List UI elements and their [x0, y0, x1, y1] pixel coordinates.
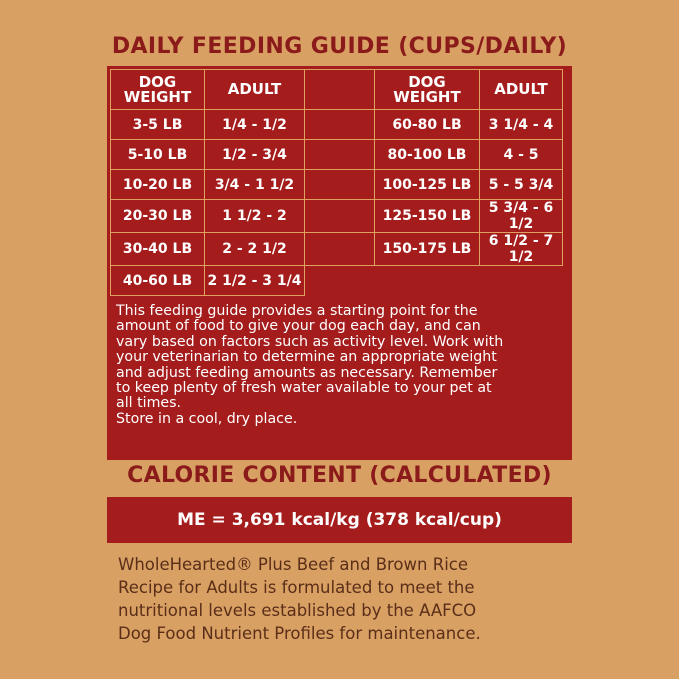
- table-row: [111, 140, 563, 170]
- calorie-content-title: CALORIE CONTENT (CALCULATED): [127, 463, 552, 488]
- adult-cell: 3/4 - 1 1/2: [205, 170, 305, 200]
- weight-cell: 10-20 LB: [111, 170, 205, 200]
- weight-cell: 80-100 LB: [375, 140, 480, 170]
- feeding-guide-panel: [107, 66, 572, 460]
- adult-cell: 1/2 - 3/4: [205, 140, 305, 170]
- spacer-cell: [305, 233, 375, 266]
- weight-cell: 3-5 LB: [111, 110, 205, 140]
- guide-line: amount of food to give your dog each day, and can: [116, 318, 481, 335]
- spacer-cell: [305, 200, 375, 233]
- table-row: [111, 266, 563, 296]
- weight-cell: 5-10 LB: [111, 140, 205, 170]
- weight-cell: 60-80 LB: [375, 110, 480, 140]
- empty-cell: [375, 266, 480, 296]
- empty-cell: [480, 266, 563, 296]
- weight-cell: 125-150 LB: [375, 200, 480, 233]
- statement-line: Recipe for Adults is formulated to meet the: [118, 578, 475, 597]
- adult-cell: 6 1/2 - 7 1/2: [480, 233, 563, 266]
- adult-cell: 5 3/4 - 6 1/2: [480, 200, 563, 233]
- weight-cell: 40-60 LB: [111, 266, 205, 296]
- guide-line: to keep plenty of fresh water available to your pet at: [116, 380, 492, 397]
- spacer-cell: [305, 140, 375, 170]
- empty-cell: [305, 266, 375, 296]
- feeding-guide-title: DAILY FEEDING GUIDE (CUPS/DAILY): [111, 34, 568, 59]
- statement-line: Dog Food Nutrient Profiles for maintenance.: [118, 624, 481, 643]
- statement-line: nutritional levels established by the AAFCO: [118, 601, 477, 620]
- guide-line: all times.: [116, 395, 182, 412]
- adult-cell: 2 1/2 - 3 1/4: [205, 266, 305, 296]
- calorie-value-box: [107, 497, 572, 543]
- table-header-row: [111, 70, 563, 110]
- guide-line: vary based on factors such as activity level. Work with: [116, 333, 504, 350]
- weight-cell: 100-125 LB: [375, 170, 480, 200]
- calorie-value: ME = 3,691 kcal/kg (378 kcal/cup): [177, 510, 502, 530]
- header-spacer: [305, 70, 375, 110]
- adult-cell: 4 - 5: [480, 140, 563, 170]
- table-row: [111, 200, 563, 233]
- adult-cell: 3 1/4 - 4: [480, 110, 563, 140]
- header-adult-left: ADULT: [205, 70, 305, 110]
- weight-cell: 150-175 LB: [375, 233, 480, 266]
- guide-line: This feeding guide provides a starting point for the: [116, 303, 478, 319]
- weight-cell: 30-40 LB: [111, 233, 205, 266]
- adult-cell: 2 - 2 1/2: [205, 233, 305, 266]
- statement-line: WholeHearted® Plus Beef and Brown Rice: [118, 555, 468, 574]
- guide-line: and adjust feeding amounts as necessary. Remember: [116, 364, 498, 381]
- guide-line: your veterinarian to determine an appropriate weight: [116, 349, 497, 366]
- adult-cell: 1 1/2 - 2: [205, 200, 305, 233]
- header-adult-right: ADULT: [480, 70, 563, 110]
- header-dog-weight-right: DOG WEIGHT: [375, 70, 480, 110]
- weight-cell: 20-30 LB: [111, 200, 205, 233]
- adult-cell: 1/4 - 1/2: [205, 110, 305, 140]
- feeding-guide-text: [116, 304, 566, 427]
- storage-note: Store in a cool, dry place.: [116, 410, 298, 427]
- spacer-cell: [305, 170, 375, 200]
- spacer-cell: [305, 110, 375, 140]
- aafco-statement: [118, 553, 578, 645]
- feeding-table: [110, 69, 563, 296]
- table-row: [111, 233, 563, 266]
- table-row: [111, 170, 563, 200]
- header-dog-weight-left: DOG WEIGHT: [111, 70, 205, 110]
- adult-cell: 5 - 5 3/4: [480, 170, 563, 200]
- table-row: [111, 110, 563, 140]
